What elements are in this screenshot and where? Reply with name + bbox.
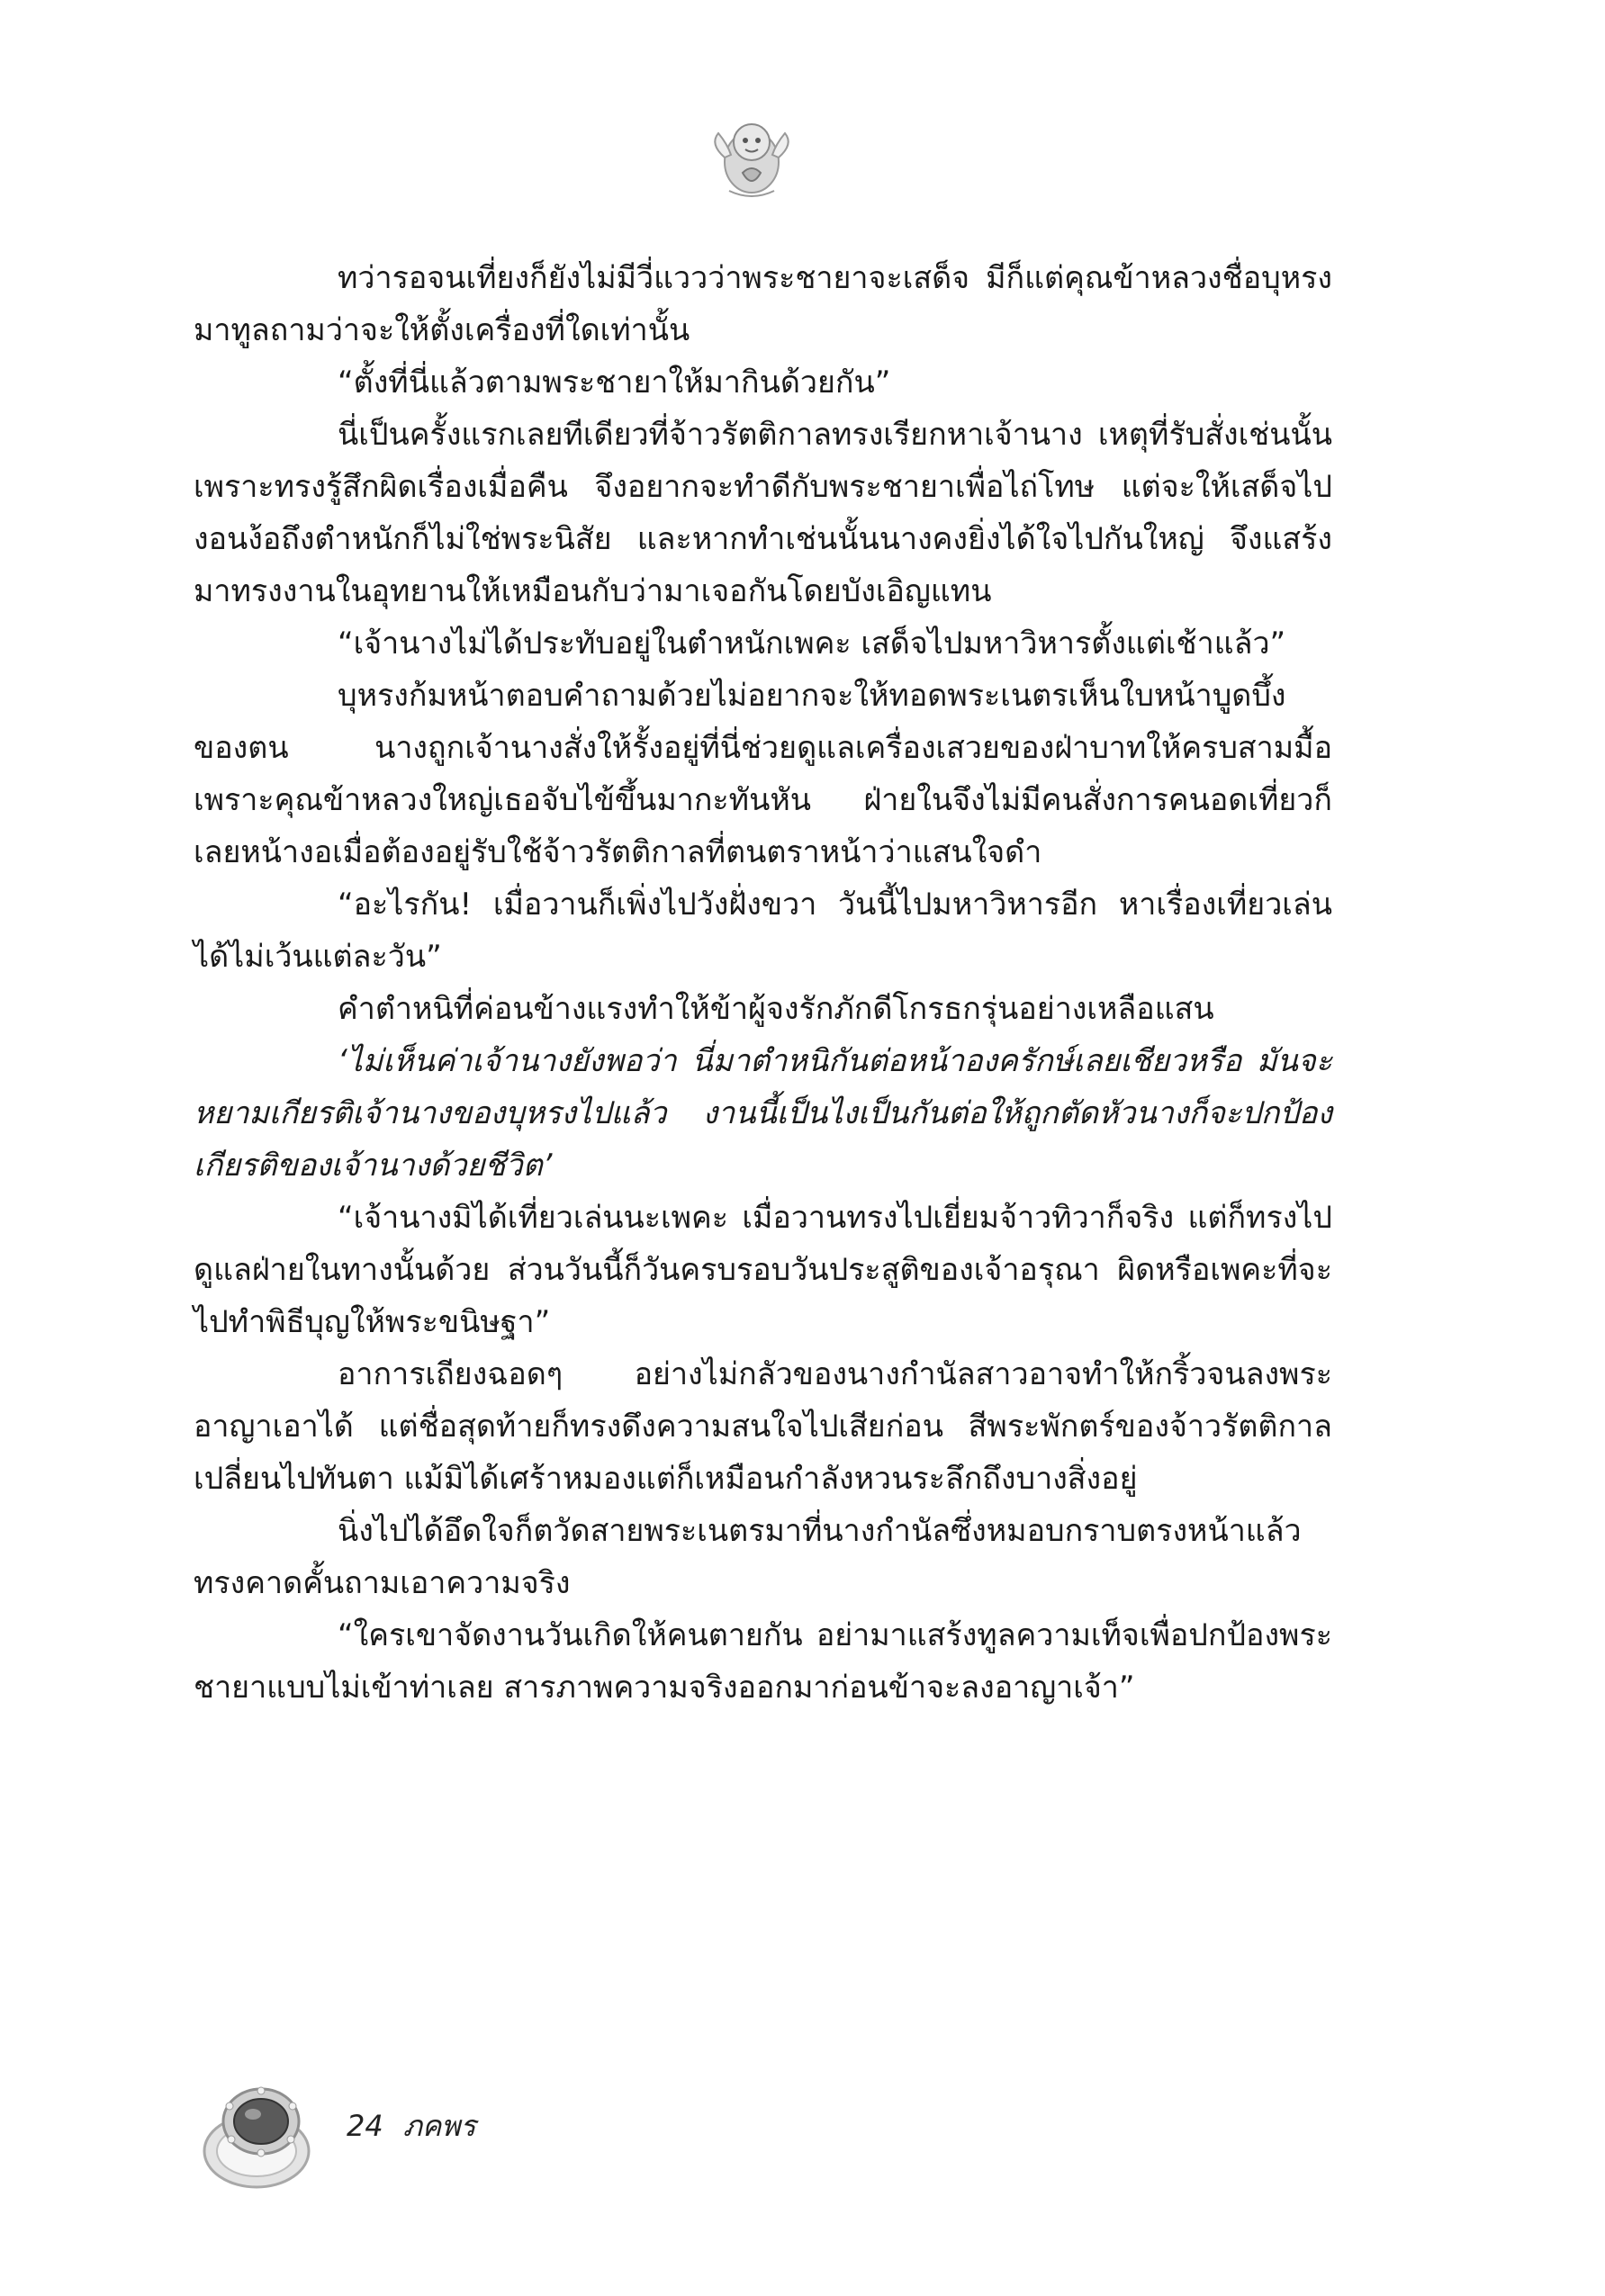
paragraph: “เจ้านางไม่ได้ประทับอยู่ในตำหนักเพคะ เสด็จไปมหาวิหารตั้งแต่เช้าแล้ว” [338, 626, 1286, 662]
book-title: ภคพร [402, 2109, 476, 2143]
paragraph: บุหรงก้มหน้าตอบคำถามด้วยไม่อยากจะให้ทอดพระเนตรเห็นใบหน้าบูดบึ้งของตน นางถูกเจ้านางสั่งให้รั้งอยู่ที่นี่ช่วยดูแลเครื่องเสวยของฝ่าบาทให้ครบสามมื้อ เพราะคุณข้าหลวงใหญ่เธอจับไข้ขึ้นมากะทันหัน ฝ่ายในจึงไม่มีคนสั่งการคนอดเที่ยวก็เลยหน้างอเมื่อต้องอยู่รับใช้จ้าวรัตติกาลที่ตนตราหน้าว่าแสนใจดำ [194, 678, 1332, 870]
gemstone-ring-icon [194, 2066, 329, 2201]
paragraph: “อะไรกัน! เมื่อวานก็เพิ่งไปวังฝั่งขวา วันนี้ไปมหาวิหารอีก หาเรื่องเที่ยวเล่นได้ไม่เว้นแต่ละวัน” [194, 887, 1332, 975]
paragraph: ‘ไม่เห็นค่าเจ้านางยังพอว่า นี่มาตำหนิกันต่อหน้าองครักษ์เลยเชียวหรือ มันจะหยามเกียรติเจ้านางของบุหรงไปแล้ว งานนี้เป็นไงเป็นกันต่อให้ถูกตัดหัวนางก็จะปกป้องเกียรติของเจ้านางด้วยชีวิต’ [194, 1043, 1332, 1184]
page-number: 24 [347, 2109, 383, 2143]
chapter-body-text [194, 252, 1332, 1714]
page-footer [194, 2066, 734, 2201]
cherub-ornament-icon [702, 108, 801, 207]
paragraph: “ตั้งที่นี่แล้วตามพระชายาให้มากินด้วยกัน” [338, 365, 891, 401]
paragraph: “ใครเขาจัดงานวันเกิดให้คนตายกัน อย่ามาแสร้งทูลความเท็จเพื่อปกป้องพระชายาแบบไม่เข้าท่าเลย สารภาพความจริงออกมาก่อนข้าจะลงอาญาเจ้า” [194, 1617, 1332, 1706]
paragraph: นิ่งไปได้อึดใจก็ตวัดสายพระเนตรมาที่นางกำนัลซึ่งหมอบกราบตรงหน้าแล้วทรงคาดคั้นถามเอาความจริง [194, 1513, 1302, 1601]
paragraph: อาการเถียงฉอดๆ อย่างไม่กลัวของนางกำนัลสาวอาจทำให้กริ้วจนลงพระอาญาเอาได้ แต่ชื่อสุดท้ายก็ทรงดึงความสนใจไปเสียก่อน สีพระพักตร์ของจ้าวรัตติกาลเปลี่ยนไปทันตา แม้มิได้เศร้าหมองแต่ก็เหมือนกำลังหวนระลึกถึงบางสิ่งอยู่ [194, 1356, 1332, 1497]
paragraph: นี่เป็นครั้งแรกเลยทีเดียวที่จ้าวรัตติกาลทรงเรียกหาเจ้านาง เหตุที่รับสั่งเช่นนั้นเพราะทรงรู้สึกผิดเรื่องเมื่อคืน จึงอยากจะทำดีกับพระชายาเพื่อไถ่โทษ แต่จะให้เสด็จไปงอนง้อถึงตำหนักก็ไม่ใช่พระนิสัย และหากทำเช่นนั้นนางคงยิ่งได้ใจไปกันใหญ่ จึงแสร้งมาทรงงานในอุทยานให้เหมือนกับว่ามาเจอกันโดยบังเอิญแทน [194, 417, 1332, 609]
page-folio [347, 2103, 476, 2149]
paragraph: ทว่ารอจนเที่ยงก็ยังไม่มีวี่แววว่าพระชายาจะเสด็จ มีก็แต่คุณข้าหลวงชื่อบุหรงมาทูลถามว่าจะให้ตั้งเครื่องที่ใดเท่านั้น [194, 260, 1332, 348]
paragraph: “เจ้านางมิได้เที่ยวเล่นนะเพคะ เมื่อวานทรงไปเยี่ยมจ้าวทิวาก็จริง แต่ก็ทรงไปดูแลฝ่ายในทางนั้นด้วย ส่วนวันนี้ก็วันครบรอบวันประสูติของเจ้าอรุณา ผิดหรือเพคะที่จะไปทำพิธีบุญให้พระขนิษฐา” [194, 1200, 1332, 1340]
paragraph: คำตำหนิที่ค่อนข้างแรงทำให้ข้าผู้จงรักภักดีโกรธกรุ่นอย่างเหลือแสน [338, 991, 1214, 1027]
